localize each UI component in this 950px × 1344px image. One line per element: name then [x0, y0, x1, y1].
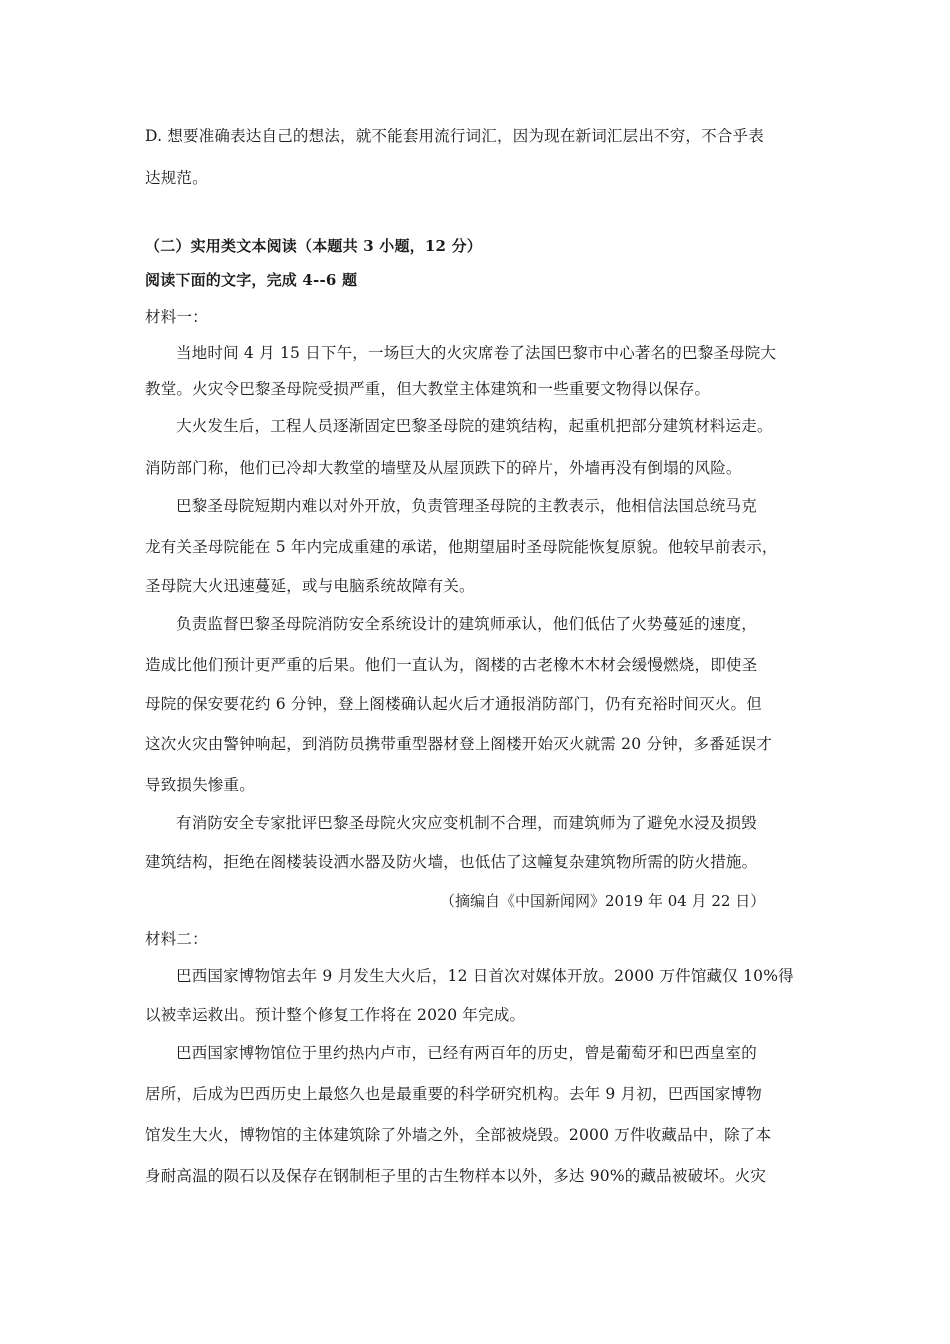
- material-1-paragraph-line: 建筑结构，拒绝在阁楼装设洒水器及防火墙，也低估了这幢复杂建筑物所需的防火措施。: [145, 853, 758, 871]
- material-2-paragraph-line: 巴西国家博物馆去年 9 月发生大火后，12 日首次对媒体开放。2000 万件馆藏仅 10%得: [176, 967, 794, 985]
- section-instruction: 阅读下面的文字，完成 4--6 题: [145, 271, 358, 289]
- material-1-paragraph-line: 导致损失惨重。: [145, 776, 255, 794]
- material-1-paragraph-line: 巴黎圣母院短期内难以对外开放，负责管理圣母院的主教表示，他相信法国总统马克: [176, 497, 757, 515]
- material-1-paragraph-line: 负责监督巴黎圣母院消防安全系统设计的建筑师承认，他们低估了火势蔓延的速度，: [176, 615, 757, 633]
- material-1-paragraph-line: 圣母院大火迅速蔓延，或与电脑系统故障有关。: [145, 577, 475, 595]
- material-2-paragraph-line: 居所，后成为巴西历史上最悠久也是最重要的科学研究机构。去年 9 月初，巴西国家博物: [145, 1085, 762, 1103]
- option-d-line-1: D. 想要准确表达自己的想法，就不能套用流行词汇，因为现在新词汇层出不穷，不合乎表: [145, 127, 764, 145]
- material-1-paragraph-line: 消防部门称，他们已冷却大教堂的墙壁及从屋顶跌下的碎片，外墙再没有倒塌的风险。: [145, 459, 742, 477]
- material-1-paragraph-line: 有消防安全专家批评巴黎圣母院火灾应变机制不合理，而建筑师为了避免水浸及损毁: [176, 814, 757, 832]
- material-2-paragraph-line: 身耐高温的陨石以及保存在钢制柜子里的古生物样本以外，多达 90%的藏品被破坏。火灾: [145, 1167, 767, 1185]
- material-2-label: 材料二：: [145, 930, 208, 948]
- material-2-paragraph-line: 以被幸运救出。预计整个修复工作将在 2020 年完成。: [145, 1006, 526, 1024]
- material-1-paragraph-line: 当地时间 4 月 15 日下午，一场巨大的火灾席卷了法国巴黎市中心著名的巴黎圣母院大: [176, 344, 777, 362]
- material-1-paragraph-line: 造成比他们预计更严重的后果。他们一直认为，阁楼的古老橡木木材会缓慢燃烧，即使圣: [145, 656, 758, 674]
- material-1-paragraph-line: 大火发生后，工程人员逐渐固定巴黎圣母院的建筑结构，起重机把部分建筑材料运走。: [176, 417, 773, 435]
- material-1-paragraph-line: 教堂。火灾令巴黎圣母院受损严重，但大教堂主体建筑和一些重要文物得以保存。: [145, 380, 711, 398]
- material-2-paragraph-line: 巴西国家博物馆位于里约热内卢市，已经有两百年的历史，曾是葡萄牙和巴西皇室的: [176, 1044, 757, 1062]
- option-d-line-2: 达规范。: [145, 169, 208, 187]
- material-1-source: （摘编自《中国新闻网》2019 年 04 月 22 日）: [440, 892, 766, 910]
- material-1-paragraph-line: 这次火灾由警钟响起，到消防员携带重型器材登上阁楼开始灭火就需 20 分钟，多番延误才: [145, 735, 772, 753]
- material-2-paragraph-line: 馆发生大火，博物馆的主体建筑除了外墙之外，全部被烧毁。2000 万件收藏品中，除了本: [145, 1126, 772, 1144]
- material-1-paragraph-line: 母院的保安要花约 6 分钟，登上阁楼确认起火后才通报消防部门，仍有充裕时间灭火。但: [145, 695, 762, 713]
- material-1-label: 材料一：: [145, 308, 208, 326]
- section-title: （二）实用类文本阅读（本题共 3 小题，12 分）: [145, 237, 482, 255]
- material-1-paragraph-line: 龙有关圣母院能在 5 年内完成重建的承诺，他期望届时圣母院能恢复原貌。他较早前表示，: [145, 538, 778, 556]
